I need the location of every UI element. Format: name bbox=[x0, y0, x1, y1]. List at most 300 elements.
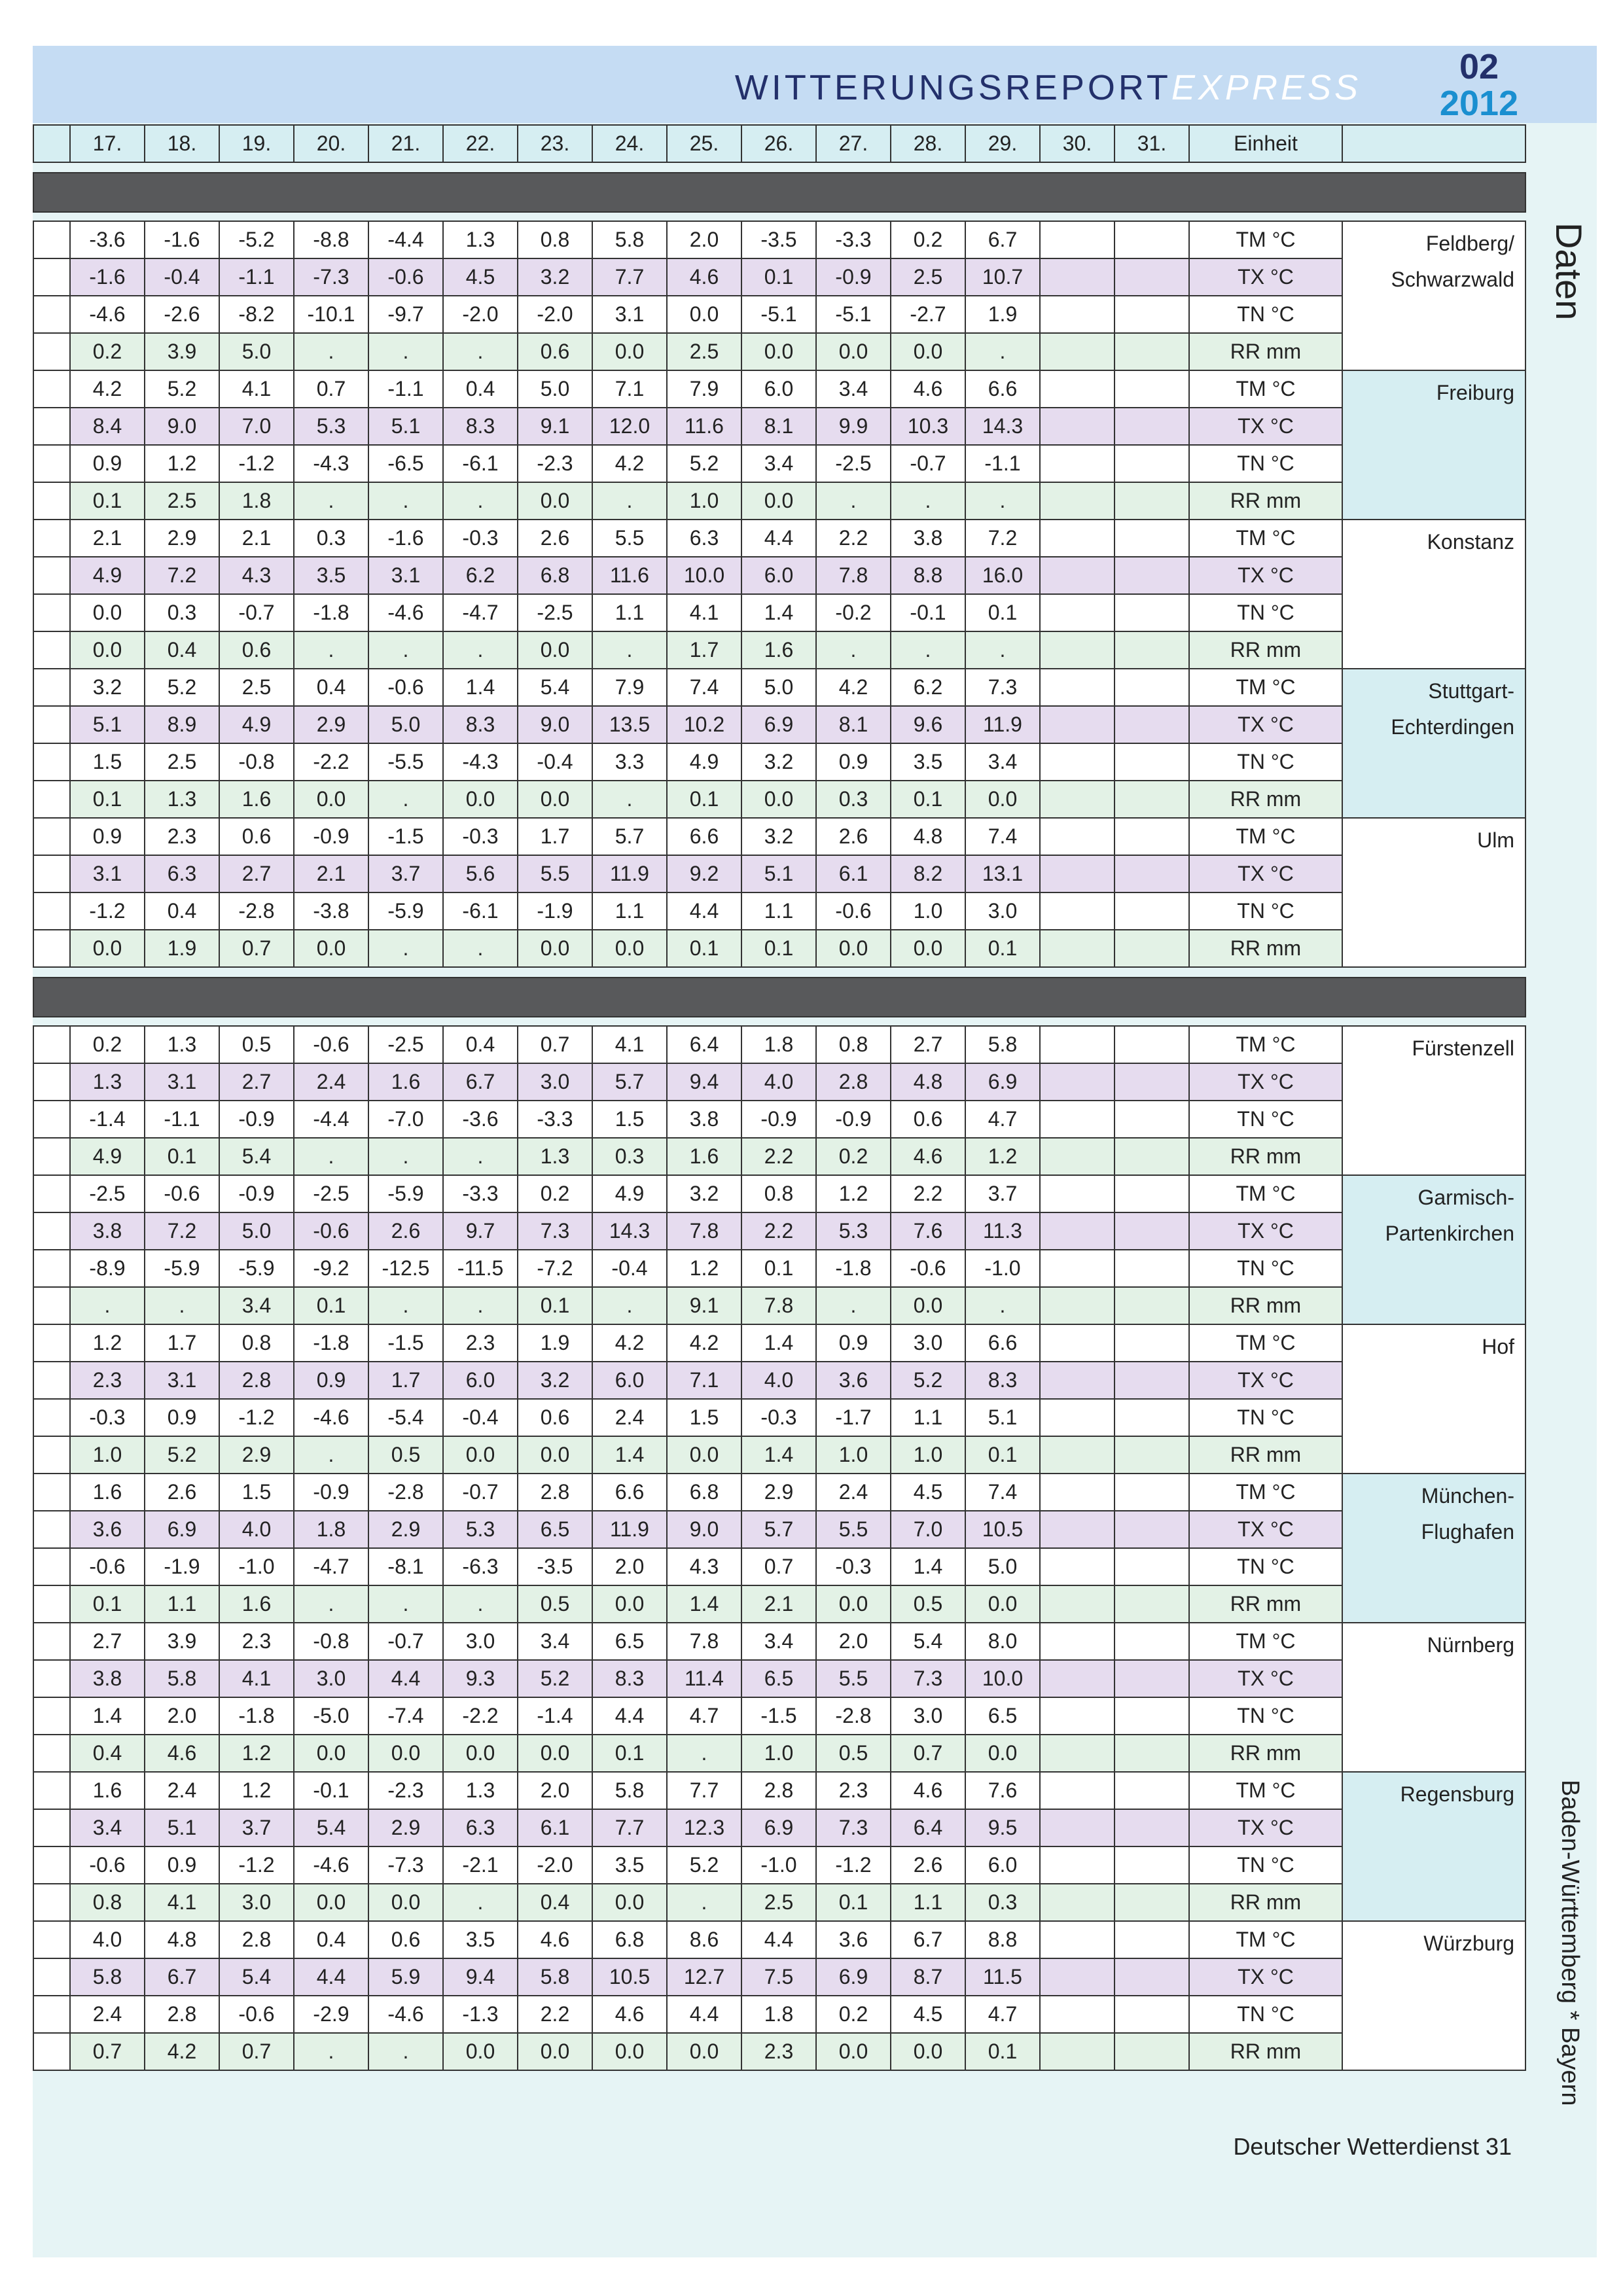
value-cell: 6.3 bbox=[443, 1809, 518, 1846]
value-cell: 0.1 bbox=[965, 2033, 1040, 2070]
value-cell: 4.2 bbox=[70, 370, 145, 408]
value-cell: 8.3 bbox=[443, 706, 518, 743]
value-cell: 1.7 bbox=[518, 818, 592, 855]
table-row bbox=[33, 557, 1525, 594]
table-row bbox=[33, 1138, 1525, 1175]
unit-cell: TN °C bbox=[1189, 1846, 1342, 1884]
row-lead-cell bbox=[33, 706, 70, 743]
value-cell: 10.5 bbox=[592, 1958, 667, 1996]
value-cell: 2.1 bbox=[741, 1585, 816, 1623]
value-cell: . bbox=[443, 333, 518, 370]
value-cell: . bbox=[368, 333, 443, 370]
table-row bbox=[33, 1623, 1525, 1660]
value-cell: 2.6 bbox=[816, 818, 891, 855]
value-cell: 4.1 bbox=[219, 370, 294, 408]
row-lead-cell bbox=[33, 1697, 70, 1735]
row-lead-cell bbox=[33, 1846, 70, 1884]
value-cell: 0.0 bbox=[816, 333, 891, 370]
value-cell: 5.0 bbox=[518, 370, 592, 408]
value-cell: 5.8 bbox=[965, 1026, 1040, 1063]
value-cell: 3.4 bbox=[741, 1623, 816, 1660]
value-cell: 0.0 bbox=[891, 333, 965, 370]
value-cell: -1.8 bbox=[294, 1324, 368, 1362]
row-lead-cell bbox=[33, 221, 70, 258]
value-cell: 4.9 bbox=[667, 743, 741, 781]
value-cell: 9.1 bbox=[667, 1287, 741, 1324]
value-cell: 5.1 bbox=[70, 706, 145, 743]
value-cell: 6.7 bbox=[965, 221, 1040, 258]
value-cell: 1.4 bbox=[443, 669, 518, 706]
row-lead-cell bbox=[33, 296, 70, 333]
day-header-cell: 25. bbox=[667, 125, 741, 162]
value-cell: 0.0 bbox=[741, 781, 816, 818]
value-cell: 11.5 bbox=[965, 1958, 1040, 1996]
value-cell: 5.2 bbox=[145, 1436, 219, 1474]
value-cell: 7.3 bbox=[891, 1660, 965, 1697]
value-cell: 3.2 bbox=[741, 743, 816, 781]
value-cell: 0.0 bbox=[965, 781, 1040, 818]
value-cell bbox=[1115, 370, 1189, 408]
value-cell: -0.6 bbox=[294, 1212, 368, 1250]
value-cell: -3.8 bbox=[294, 892, 368, 930]
value-cell bbox=[1040, 1399, 1115, 1436]
table-row bbox=[33, 1175, 1525, 1212]
value-cell: 6.5 bbox=[741, 1660, 816, 1697]
value-cell: -0.9 bbox=[294, 1474, 368, 1511]
value-cell bbox=[1040, 1921, 1115, 1958]
value-cell: 0.6 bbox=[368, 1921, 443, 1958]
unit-cell: TN °C bbox=[1189, 1399, 1342, 1436]
side-label-daten bbox=[1544, 222, 1590, 327]
value-cell: -4.7 bbox=[443, 594, 518, 631]
row-lead-cell bbox=[33, 445, 70, 482]
value-cell: 0.0 bbox=[741, 482, 816, 520]
value-cell: 0.0 bbox=[965, 1735, 1040, 1772]
table-row bbox=[33, 1287, 1525, 1324]
value-cell: 5.1 bbox=[741, 855, 816, 892]
value-cell: 4.6 bbox=[891, 1772, 965, 1809]
value-cell: . bbox=[891, 631, 965, 669]
value-cell: 1.4 bbox=[592, 1436, 667, 1474]
unit-cell: TX °C bbox=[1189, 1212, 1342, 1250]
station-name-cell bbox=[1342, 1175, 1525, 1324]
value-cell: 10.3 bbox=[891, 408, 965, 445]
row-lead-cell bbox=[33, 370, 70, 408]
value-cell: 6.1 bbox=[518, 1809, 592, 1846]
value-cell bbox=[1115, 1735, 1189, 1772]
value-cell: -5.9 bbox=[368, 1175, 443, 1212]
value-cell: -4.3 bbox=[443, 743, 518, 781]
value-cell: 1.6 bbox=[368, 1063, 443, 1101]
value-cell: 7.8 bbox=[741, 1287, 816, 1324]
value-cell: 3.0 bbox=[518, 1063, 592, 1101]
value-cell: 2.9 bbox=[741, 1474, 816, 1511]
table-row bbox=[33, 1772, 1525, 1809]
row-lead-cell bbox=[33, 333, 70, 370]
row-lead-cell bbox=[33, 631, 70, 669]
table-row bbox=[33, 408, 1525, 445]
value-cell: . bbox=[294, 1138, 368, 1175]
day-header-cell: 30. bbox=[1040, 125, 1115, 162]
value-cell bbox=[1040, 1623, 1115, 1660]
value-cell: 4.4 bbox=[294, 1958, 368, 1996]
value-cell: -7.3 bbox=[294, 258, 368, 296]
value-cell: 2.8 bbox=[219, 1921, 294, 1958]
value-cell: -3.6 bbox=[443, 1101, 518, 1138]
value-cell: 5.7 bbox=[592, 818, 667, 855]
value-cell: 4.2 bbox=[592, 1324, 667, 1362]
value-cell: 4.4 bbox=[741, 1921, 816, 1958]
day-header-cell: 17. bbox=[70, 125, 145, 162]
day-header-cell: 26. bbox=[741, 125, 816, 162]
value-cell: 1.7 bbox=[667, 631, 741, 669]
value-cell: 2.0 bbox=[145, 1697, 219, 1735]
value-cell: 6.0 bbox=[592, 1362, 667, 1399]
table-row bbox=[33, 1846, 1525, 1884]
value-cell: 7.8 bbox=[667, 1212, 741, 1250]
table-row bbox=[33, 1921, 1525, 1958]
value-cell: 1.2 bbox=[816, 1175, 891, 1212]
value-cell: 6.8 bbox=[518, 557, 592, 594]
value-cell: -5.0 bbox=[294, 1697, 368, 1735]
value-cell: 0.1 bbox=[965, 930, 1040, 967]
value-cell: 6.1 bbox=[816, 855, 891, 892]
value-cell: 2.4 bbox=[816, 1474, 891, 1511]
side-label-regions bbox=[1544, 1780, 1590, 2106]
value-cell: -5.5 bbox=[368, 743, 443, 781]
value-cell: 0.0 bbox=[518, 1436, 592, 1474]
value-cell: . bbox=[443, 1138, 518, 1175]
value-cell: 11.9 bbox=[592, 855, 667, 892]
value-cell: 4.7 bbox=[965, 1996, 1040, 2033]
value-cell: 8.3 bbox=[443, 408, 518, 445]
value-cell: 5.3 bbox=[816, 1212, 891, 1250]
value-cell: 8.3 bbox=[965, 1362, 1040, 1399]
value-cell: 6.9 bbox=[741, 1809, 816, 1846]
value-cell: 4.3 bbox=[667, 1548, 741, 1585]
value-cell: 1.6 bbox=[219, 1585, 294, 1623]
value-cell: -4.3 bbox=[294, 445, 368, 482]
value-cell: 2.9 bbox=[368, 1809, 443, 1846]
table-row bbox=[33, 1474, 1525, 1511]
value-cell bbox=[1040, 1660, 1115, 1697]
value-cell: 1.0 bbox=[667, 482, 741, 520]
value-cell: 0.9 bbox=[145, 1846, 219, 1884]
value-cell: -4.6 bbox=[368, 1996, 443, 2033]
table-row bbox=[33, 1212, 1525, 1250]
unit-cell: TN °C bbox=[1189, 1250, 1342, 1287]
value-cell: 6.4 bbox=[891, 1809, 965, 1846]
value-cell: 4.0 bbox=[741, 1362, 816, 1399]
value-cell: 1.2 bbox=[667, 1250, 741, 1287]
value-cell: 7.3 bbox=[816, 1809, 891, 1846]
row-lead-cell bbox=[33, 1958, 70, 1996]
value-cell: . bbox=[592, 1287, 667, 1324]
unit-cell: TM °C bbox=[1189, 1474, 1342, 1511]
value-cell: 0.5 bbox=[891, 1585, 965, 1623]
value-cell: 4.0 bbox=[219, 1511, 294, 1548]
station-name-line: Konstanz bbox=[1427, 530, 1514, 554]
value-cell: 0.1 bbox=[965, 1436, 1040, 1474]
table-row bbox=[33, 1436, 1525, 1474]
row-lead-cell bbox=[33, 930, 70, 967]
table-row bbox=[33, 482, 1525, 520]
row-lead-cell bbox=[33, 1921, 70, 1958]
value-cell: . bbox=[592, 482, 667, 520]
value-cell: 1.0 bbox=[816, 1436, 891, 1474]
value-cell: 0.3 bbox=[294, 520, 368, 557]
table-row bbox=[33, 892, 1525, 930]
value-cell bbox=[1040, 296, 1115, 333]
value-cell: 2.4 bbox=[70, 1996, 145, 2033]
value-cell: 6.0 bbox=[965, 1846, 1040, 1884]
value-cell: 6.7 bbox=[145, 1958, 219, 1996]
value-cell: 3.4 bbox=[741, 445, 816, 482]
value-cell: 4.9 bbox=[70, 1138, 145, 1175]
value-cell: 11.6 bbox=[667, 408, 741, 445]
station-name-cell bbox=[1342, 818, 1525, 967]
value-cell: 0.0 bbox=[368, 1884, 443, 1921]
value-cell: 3.2 bbox=[741, 818, 816, 855]
unit-cell: TN °C bbox=[1189, 1548, 1342, 1585]
value-cell: 3.0 bbox=[294, 1660, 368, 1697]
unit-cell: TN °C bbox=[1189, 1697, 1342, 1735]
value-cell: 0.0 bbox=[816, 2033, 891, 2070]
value-cell: 1.7 bbox=[368, 1362, 443, 1399]
value-cell: 9.0 bbox=[145, 408, 219, 445]
value-cell: 8.2 bbox=[891, 855, 965, 892]
unit-cell: RR mm bbox=[1189, 781, 1342, 818]
value-cell bbox=[1040, 408, 1115, 445]
value-cell: 8.1 bbox=[741, 408, 816, 445]
unit-cell: TX °C bbox=[1189, 1958, 1342, 1996]
value-cell bbox=[1040, 1212, 1115, 1250]
value-cell bbox=[1040, 594, 1115, 631]
table-row bbox=[33, 2033, 1525, 2070]
value-cell: -0.7 bbox=[219, 594, 294, 631]
value-cell: 7.2 bbox=[965, 520, 1040, 557]
value-cell: 1.0 bbox=[891, 1436, 965, 1474]
station-name-cell bbox=[1342, 221, 1525, 370]
value-cell: 4.1 bbox=[667, 594, 741, 631]
table-row bbox=[33, 1585, 1525, 1623]
value-cell bbox=[1115, 482, 1189, 520]
unit-cell: TM °C bbox=[1189, 1921, 1342, 1958]
value-cell bbox=[1040, 855, 1115, 892]
value-cell: 6.9 bbox=[816, 1958, 891, 1996]
row-lead-cell bbox=[33, 1884, 70, 1921]
value-cell bbox=[1040, 1436, 1115, 1474]
unit-cell: TX °C bbox=[1189, 1362, 1342, 1399]
value-cell bbox=[1115, 818, 1189, 855]
value-cell: -0.4 bbox=[145, 258, 219, 296]
value-cell: -2.8 bbox=[816, 1697, 891, 1735]
value-cell: -0.6 bbox=[70, 1548, 145, 1585]
value-cell: . bbox=[443, 631, 518, 669]
unit-cell: TM °C bbox=[1189, 1026, 1342, 1063]
value-cell: 1.3 bbox=[145, 781, 219, 818]
value-cell: -8.1 bbox=[368, 1548, 443, 1585]
value-cell: 4.6 bbox=[518, 1921, 592, 1958]
station-name-line: Nürnberg bbox=[1427, 1633, 1514, 1657]
value-cell: 8.1 bbox=[816, 706, 891, 743]
value-cell: -0.6 bbox=[816, 892, 891, 930]
value-cell: 4.4 bbox=[368, 1660, 443, 1697]
value-cell: 1.2 bbox=[145, 445, 219, 482]
value-cell: 12.0 bbox=[592, 408, 667, 445]
value-cell bbox=[1115, 1846, 1189, 1884]
value-cell: 5.8 bbox=[592, 221, 667, 258]
unit-cell: RR mm bbox=[1189, 482, 1342, 520]
value-cell: -1.2 bbox=[816, 1846, 891, 1884]
value-cell bbox=[1115, 1772, 1189, 1809]
row-lead-cell bbox=[33, 669, 70, 706]
value-cell bbox=[1115, 1623, 1189, 1660]
value-cell: 4.2 bbox=[592, 445, 667, 482]
value-cell: . bbox=[294, 333, 368, 370]
value-cell: 0.4 bbox=[145, 892, 219, 930]
value-cell: -9.7 bbox=[368, 296, 443, 333]
value-cell: 0.7 bbox=[518, 1026, 592, 1063]
value-cell: 10.0 bbox=[965, 1660, 1040, 1697]
day-header-cell: 22. bbox=[443, 125, 518, 162]
value-cell: 2.6 bbox=[891, 1846, 965, 1884]
value-cell bbox=[1040, 1735, 1115, 1772]
value-cell: -5.9 bbox=[145, 1250, 219, 1287]
value-cell bbox=[1040, 333, 1115, 370]
value-cell: 11.9 bbox=[965, 706, 1040, 743]
value-cell: 0.3 bbox=[592, 1138, 667, 1175]
value-cell: 5.2 bbox=[518, 1660, 592, 1697]
value-cell: 2.7 bbox=[70, 1623, 145, 1660]
value-cell: 2.0 bbox=[518, 1772, 592, 1809]
value-cell: 0.1 bbox=[145, 1138, 219, 1175]
value-cell: -0.8 bbox=[219, 743, 294, 781]
value-cell: 3.1 bbox=[145, 1063, 219, 1101]
value-cell: 4.9 bbox=[592, 1175, 667, 1212]
day-header-cell: 23. bbox=[518, 125, 592, 162]
value-cell bbox=[1040, 1026, 1115, 1063]
value-cell: 2.4 bbox=[294, 1063, 368, 1101]
day-header-cell: 19. bbox=[219, 125, 294, 162]
station-name-line: München-Flughafen bbox=[1421, 1484, 1514, 1544]
value-cell: 1.3 bbox=[443, 221, 518, 258]
value-cell: 3.4 bbox=[219, 1287, 294, 1324]
value-cell bbox=[1040, 1996, 1115, 2033]
value-cell bbox=[1115, 1697, 1189, 1735]
value-cell: -1.6 bbox=[145, 221, 219, 258]
value-cell: 3.8 bbox=[70, 1660, 145, 1697]
value-cell: . bbox=[368, 930, 443, 967]
value-cell: -0.7 bbox=[443, 1474, 518, 1511]
value-cell: 0.0 bbox=[816, 1585, 891, 1623]
value-cell: 2.5 bbox=[145, 743, 219, 781]
value-cell: 5.5 bbox=[592, 520, 667, 557]
value-cell bbox=[1115, 1884, 1189, 1921]
value-cell: . bbox=[368, 2033, 443, 2070]
row-lead-cell bbox=[33, 743, 70, 781]
value-cell: -2.5 bbox=[294, 1175, 368, 1212]
value-cell: 9.9 bbox=[816, 408, 891, 445]
value-cell: -0.7 bbox=[368, 1623, 443, 1660]
value-cell: 9.1 bbox=[518, 408, 592, 445]
value-cell: . bbox=[368, 1585, 443, 1623]
unit-cell: TX °C bbox=[1189, 1063, 1342, 1101]
unit-cell: TM °C bbox=[1189, 669, 1342, 706]
value-cell: . bbox=[592, 781, 667, 818]
value-cell: 0.9 bbox=[816, 1324, 891, 1362]
value-cell: 5.0 bbox=[368, 706, 443, 743]
value-cell: -1.1 bbox=[145, 1101, 219, 1138]
value-cell: 0.1 bbox=[518, 1287, 592, 1324]
value-cell: 0.4 bbox=[145, 631, 219, 669]
value-cell: 0.3 bbox=[965, 1884, 1040, 1921]
value-cell: 2.5 bbox=[145, 482, 219, 520]
value-cell: 0.0 bbox=[70, 594, 145, 631]
unit-cell: TN °C bbox=[1189, 296, 1342, 333]
value-cell bbox=[1115, 1921, 1189, 1958]
value-cell: 0.0 bbox=[518, 482, 592, 520]
unit-header-cell: Einheit bbox=[1189, 125, 1342, 162]
value-cell bbox=[1115, 1996, 1189, 2033]
value-cell: . bbox=[592, 631, 667, 669]
value-cell: 7.9 bbox=[667, 370, 741, 408]
value-cell: 1.1 bbox=[741, 892, 816, 930]
value-cell: 5.5 bbox=[518, 855, 592, 892]
value-cell: -1.9 bbox=[145, 1548, 219, 1585]
value-cell: 5.4 bbox=[294, 1809, 368, 1846]
value-cell: 2.0 bbox=[667, 221, 741, 258]
value-cell bbox=[1115, 1212, 1189, 1250]
value-cell: 4.4 bbox=[667, 892, 741, 930]
value-cell: 1.6 bbox=[70, 1474, 145, 1511]
value-cell: 2.3 bbox=[741, 2033, 816, 2070]
value-cell: 0.1 bbox=[70, 781, 145, 818]
value-cell: 0.0 bbox=[816, 930, 891, 967]
value-cell: 1.6 bbox=[667, 1138, 741, 1175]
value-cell: 7.0 bbox=[891, 1511, 965, 1548]
station-name-line: Ulm bbox=[1477, 828, 1514, 852]
value-cell: 2.8 bbox=[145, 1996, 219, 2033]
value-cell: 9.7 bbox=[443, 1212, 518, 1250]
value-cell: 2.3 bbox=[816, 1772, 891, 1809]
value-cell: 0.4 bbox=[443, 370, 518, 408]
row-lead-cell bbox=[33, 781, 70, 818]
value-cell: 0.2 bbox=[70, 333, 145, 370]
value-cell: -5.9 bbox=[368, 892, 443, 930]
value-cell bbox=[1115, 892, 1189, 930]
value-cell: -6.1 bbox=[443, 892, 518, 930]
value-cell: . bbox=[965, 631, 1040, 669]
value-cell: 0.7 bbox=[219, 2033, 294, 2070]
value-cell: 6.7 bbox=[891, 1921, 965, 1958]
value-cell: 1.3 bbox=[443, 1772, 518, 1809]
row-lead-cell bbox=[33, 1175, 70, 1212]
value-cell: 2.7 bbox=[219, 855, 294, 892]
value-cell: 2.4 bbox=[592, 1399, 667, 1436]
value-cell bbox=[1040, 818, 1115, 855]
value-cell: 7.3 bbox=[518, 1212, 592, 1250]
unit-cell: RR mm bbox=[1189, 1138, 1342, 1175]
value-cell: 0.0 bbox=[592, 930, 667, 967]
value-cell: 3.5 bbox=[592, 1846, 667, 1884]
table-row bbox=[33, 743, 1525, 781]
value-cell: 1.1 bbox=[145, 1585, 219, 1623]
value-cell: -1.2 bbox=[219, 1399, 294, 1436]
value-cell: 0.0 bbox=[443, 781, 518, 818]
value-cell: 3.8 bbox=[667, 1101, 741, 1138]
unit-cell: RR mm bbox=[1189, 631, 1342, 669]
